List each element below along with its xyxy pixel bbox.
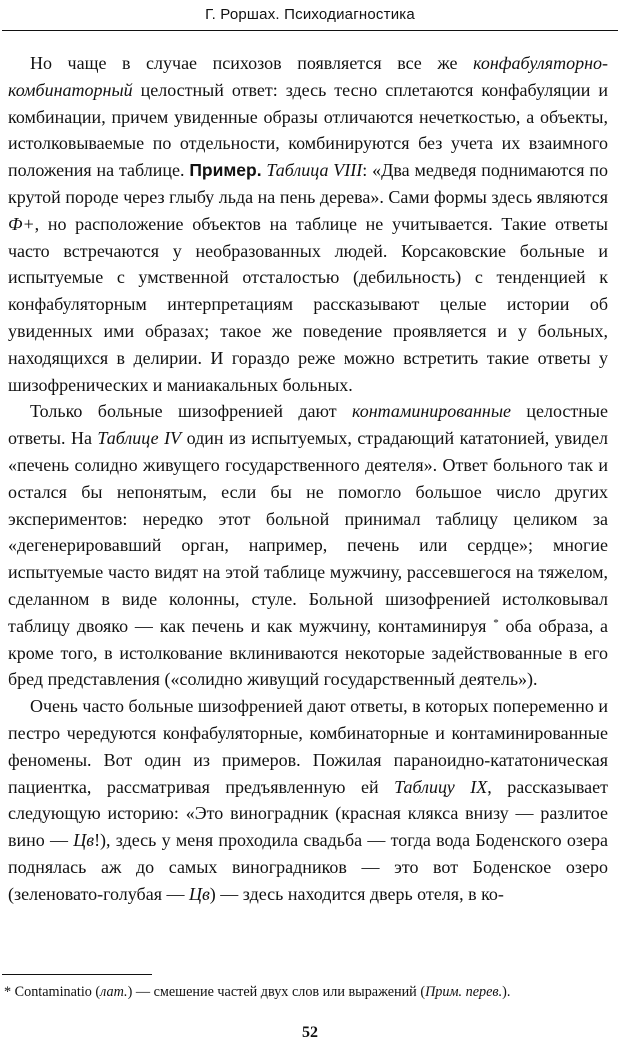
italic-run: Прим. перев. xyxy=(425,984,503,1000)
italic-run: контаминированные xyxy=(351,401,511,422)
text-run: оба образа, а кроме того, в истолкование вклиниваются некоторые задействованные в его бред представления («солидно живущий государственный деятель»). xyxy=(8,615,608,690)
text-run: ). xyxy=(502,984,511,1000)
text-run: Очень часто больные шизофренией дают ответы, в которых попеременно и пестро чередуются конфабуляторные, комбинаторные и контаминированные феномены. Вот один из примеров. Пожилая параноидно-кататоническая пациентка, рассматривая предъявленную ей xyxy=(8,696,608,797)
paragraph-2 xyxy=(8,398,608,693)
italic-run: Таблицу IX xyxy=(394,776,488,797)
italic-run: Таблица VIII xyxy=(266,160,363,181)
text-run: !), здесь у меня проходила свадьба — тогда вода Боденского озера поднялась аж до самых виноградников — это вот Боденское озеро (зеленовато-голубая — xyxy=(8,830,608,904)
main-text xyxy=(8,50,608,908)
paragraph-3 xyxy=(8,693,608,907)
footnote-rule xyxy=(2,974,152,975)
italic-run: Таблице IV xyxy=(97,428,182,449)
text-run: ) — здесь находится дверь отеля, в ко- xyxy=(209,883,504,904)
bold-run: Пример. xyxy=(189,160,262,181)
text-run: ) — смешение частей двух слов или выражений ( xyxy=(127,984,426,1000)
text-run: : «Два медведя поднимаются по крутой породе через глыбу льда на пень дерева». Сами формы здесь являются xyxy=(8,160,609,207)
italic-run: Ф+ xyxy=(8,213,35,234)
italic-run: конфабуляторно-комбинаторный xyxy=(8,53,608,100)
text-run: , но расположение объектов на таблице не учитывается. Такие ответы часто встречаются у необразованных людей. Корсаковские больные и испытуемые с умственной отсталостью (дебильность) с тенденцией к конфабуляторным интерпретациям рассказывают целые истории об увиденных ими образах; такое же поведение проявляется и у больных, находящихся в делирии. И гораздо реже можно встретить такие ответы у шизофренических и маниакальных больных. xyxy=(8,213,608,395)
text-run: один из испытуемых, страдающий кататонией, увидел «печень солидно живущего государственного деятеля». Ответ больного так и остался бы непонятым, если бы не помогло большое число других экспериментов: нередко этот больной принимал таблицу целиком за «дегенерировавший орган, например, печень или сердце»; многие испытуемые часто видят на этой таблице мужчину, рассевшегося на тяжелом, сделанном в виде колонны, стуле. Больной шизофренией истолковывал таблицу двояко — как печень и как мужчину, контаминируя xyxy=(8,428,608,636)
italic-run: лат. xyxy=(100,984,128,1000)
header-rule xyxy=(2,30,618,31)
italic-run: Цв xyxy=(73,830,95,851)
text-run: целостный ответ: здесь тесно сплетаются конфабуляции и комбинации, причем увиденные образы отличаются нечеткостью, а объекты, истолковываемые по отдельности, комбинируются без учета их взаимного положения на таблице. xyxy=(8,79,608,181)
footnote-marker: * xyxy=(493,616,499,629)
text-run: Только больные шизофренией дают xyxy=(30,401,352,422)
text-run: Но чаще в случае психозов появляется все же xyxy=(30,53,474,73)
running-title: Г. Роршах. Психодиагностика xyxy=(205,6,415,23)
footnote xyxy=(4,983,614,1001)
text-run: , рассказывает следующую историю: «Это виноградник (красная клякса внизу — разлитое вино — xyxy=(8,776,608,851)
text-run: * Contaminatio ( xyxy=(4,984,101,1000)
page-number: 52 xyxy=(302,1024,318,1041)
paragraph-1 xyxy=(8,50,608,398)
italic-run: Цв xyxy=(188,883,210,904)
text-run: целостные ответы. На xyxy=(8,401,608,449)
